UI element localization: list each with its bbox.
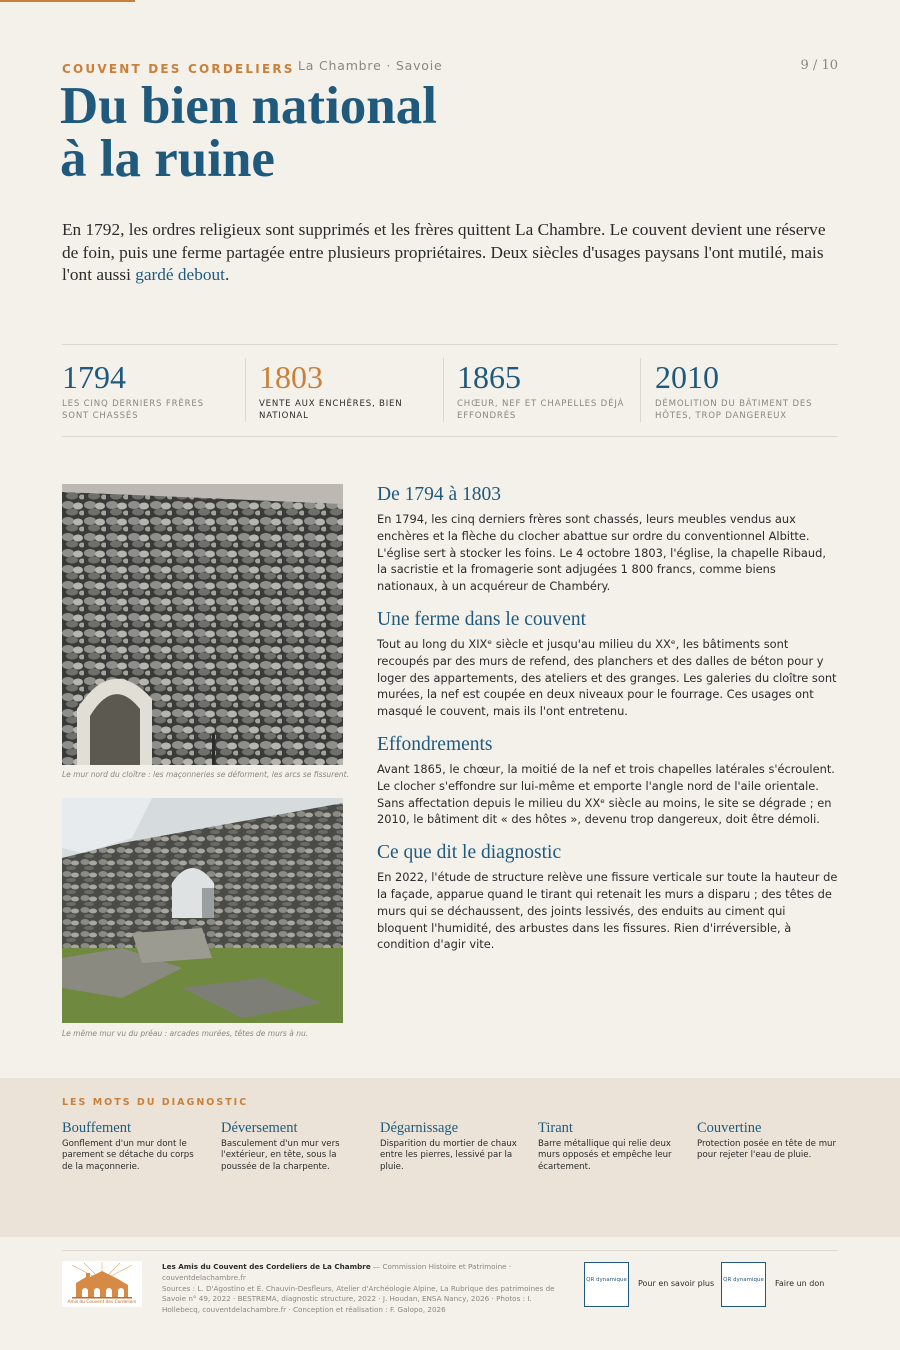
section-title: Une ferme dans le couvent — [377, 608, 586, 630]
section-text: Avant 1865, le chœur, la moitié de la nef et trois chapelles latérales s'écroulent. Le clocher s'effondre sur lui-même et emporte l'angle nord de l'aile orientale. Sans affectation depuis le milieu du XXᵉ siècle au moins, le site se dégrade ; en 2010, le bâtiment dit « des hôtes », devenu trop dangereux, doit être démoli. — [377, 761, 835, 827]
qr-label: Pour en savoir plus — [638, 1279, 715, 1288]
qr-code[interactable]: QR dynamique — [584, 1262, 629, 1307]
term-name: Déversement — [221, 1120, 298, 1136]
photo-caption: Le même mur vu du préau : arcades murées, têtes de murs à nu. — [62, 1029, 309, 1038]
timeline-separator — [640, 358, 641, 422]
term-name: Bouffement — [62, 1120, 131, 1136]
photo-caption: Le mur nord du cloître : les maçonneries se déforment, les arcs se fissurent. — [62, 770, 349, 779]
section-text: En 2022, l'étude de structure relève une fissure verticale sur toute la hauteur de la façade, apparue quand le tirant qui retenait les murs a disparu ; des têtes de murs qui se déchaussent, des joints lessivés, des enduits au ciment qui bloquent l'humidité, des arbustes dans les fissures. Rien d'irréversible, à condition d'agir vite. — [377, 870, 838, 952]
section — [377, 840, 838, 953]
timeline-text: DÉMOLITION DU BÂTIMENT DES HÔTES, TROP DANGEREUX — [655, 399, 813, 421]
timeline-text: LES CINQ DERNIERS FRÈRES SONT CHASSÉS — [62, 399, 204, 421]
lede-highlight: gardé debout — [135, 265, 225, 284]
term-definition: Basculement d'un mur vers l'extérieur, en tête, sous la poussée de la charpente. — [221, 1139, 340, 1172]
timeline-item — [259, 358, 429, 422]
timeline-item — [655, 358, 825, 422]
timeline-year: 1803 — [259, 359, 323, 395]
section — [377, 732, 838, 828]
photo-courtyard — [62, 798, 343, 1023]
kicker: COUVENT DES CORDELIERS — [62, 62, 295, 76]
term-name: Couvertine — [697, 1120, 762, 1136]
glossary-term — [697, 1119, 842, 1162]
glossary-band — [0, 1078, 900, 1237]
section — [377, 482, 838, 595]
term-definition: Barre métallique qui relie deux murs opposés et empêche leur écartement. — [538, 1139, 672, 1172]
sources: Sources : L. D'Agostino et É. Chauvin-Desfleurs, Atelier d'Archéologie Alpine, La Rubrique des patrimoines de Savoie n° 49, 2022 · BESTREMA, diagnostic structure, 2022 · J. Houdan, ENSA Nancy, 2026 · Photos : I. Hollebecq, couventdelachambre.fr · Conception et réalisation : F. Galopo, 2026 — [162, 1283, 555, 1315]
org-details: — Commission Histoire et Patrimoine · couventdelachambre.fr — [162, 1262, 512, 1282]
section-text: En 1794, les cinq derniers frères sont chassés, leurs meubles vendus aux enchères et la flèche du clocher abattue sur ordre du conventionnel Albitte. L'église sert à stocker les foins. Le 4 octobre 1803, l'église, la chapelle Ribaud, la sacristie et la fromagerie sont adjugées 1 800 francs, comme biens nationaux, à un acquéreur de Chambéry. — [377, 512, 826, 594]
title-line-2: à la ruine — [60, 130, 275, 188]
qr-code[interactable]: QR dynamique — [721, 1262, 766, 1307]
org-name: Les Amis du Couvent des Cordeliers de La Chambre — [162, 1262, 371, 1271]
association-logo — [62, 1261, 142, 1307]
lede-text: En 1792, les ordres religieux sont supprimés et les frères quittent La Chambre. Le couvent devient une réserve de foin, puis une ferme partagée entre plusieurs propriétaires. Deux siècles d'usages paysans l'ont mutilé, mais l'ont aussi — [62, 220, 826, 284]
section-text: Tout au long du XIXᵉ siècle et jusqu'au milieu du XXᵉ, les bâtiments sont recoupés par des murs de refend, des planchers et des dalles de béton pour y loger des appartements, des ateliers et des granges. Les galeries du cloître sont murées, la nef est coupée en deux niveaux pour le fourrage. Ces usages ont masqué le couvent, mais ils l'ont entretenu. — [377, 636, 837, 719]
glossary-term — [62, 1119, 207, 1173]
timeline-item — [62, 358, 232, 422]
divider — [62, 436, 838, 437]
timeline-year: 1865 — [457, 359, 521, 395]
glossary-title: LES MOTS DU DIAGNOSTIC — [62, 1097, 249, 1108]
footer-credits — [162, 1262, 567, 1316]
term-definition: Disparition du mortier de chaux entre les pierres, lessivé par la pluie. — [380, 1139, 517, 1172]
top-accent-bar — [0, 0, 135, 2]
glossary-term — [380, 1119, 525, 1173]
lede-paragraph — [62, 219, 842, 287]
title-line-1: Du bien national — [60, 77, 438, 135]
section-title: Ce que dit le diagnostic — [377, 842, 562, 864]
timeline-year: 1794 — [62, 359, 126, 395]
page-number: 9 / 10 — [800, 58, 838, 73]
header-meta — [62, 58, 838, 74]
qr-label: Faire un don — [775, 1279, 825, 1288]
section-title: Effondrements — [377, 733, 493, 755]
term-definition: Protection posée en tête de mur pour rejeter l'eau de pluie. — [697, 1139, 837, 1161]
timeline-separator — [443, 358, 444, 422]
section-title: De 1794 à 1803 — [377, 484, 502, 505]
glossary-term — [221, 1119, 366, 1173]
timeline — [62, 345, 838, 436]
place-label: La Chambre · Savoie — [298, 58, 443, 73]
timeline-year: 2010 — [655, 359, 719, 395]
section — [377, 607, 838, 720]
logo-text: Amis du Couvent des Cordeliers — [67, 1300, 137, 1305]
footer-divider — [62, 1250, 838, 1251]
timeline-item — [457, 358, 627, 422]
timeline-text: CHŒUR, NEF ET CHAPELLES DÉJÀ EFFONDRÉS — [457, 399, 625, 421]
page-title — [60, 77, 438, 188]
term-name: Dégarnissage — [380, 1120, 459, 1136]
glossary-term — [538, 1119, 683, 1173]
lede-end: . — [224, 265, 230, 284]
term-definition: Gonflement d'un mur dont le parement se détache du corps de la maçonnerie. — [62, 1139, 194, 1172]
term-name: Tirant — [538, 1120, 573, 1136]
photo-north-wall — [62, 484, 343, 765]
timeline-text: VENTE AUX ENCHÈRES, BIEN NATIONAL — [259, 399, 403, 421]
timeline-separator — [245, 358, 246, 422]
history-sections — [377, 482, 838, 965]
